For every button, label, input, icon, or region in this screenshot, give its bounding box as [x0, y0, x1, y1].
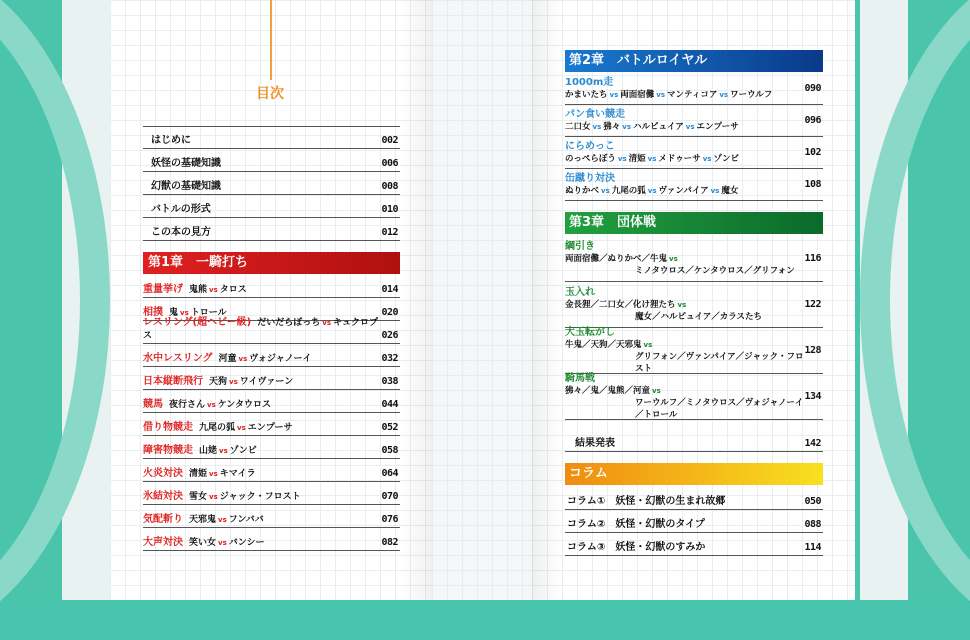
team-b: 魔女／ハルピュイア／カラスたち [635, 312, 762, 322]
toc-entry-page: 108 [804, 179, 821, 190]
competitor: 狒々 [603, 122, 621, 132]
toc-entry-page: 032 [381, 353, 398, 364]
event-name: 玉入れ [565, 287, 595, 298]
vs-label: vs [710, 187, 720, 195]
competitors [565, 185, 738, 197]
vs-label: vs [652, 387, 661, 395]
toc-entry[interactable] [143, 149, 400, 172]
competitor: 笑い女 [189, 538, 217, 548]
competitor: ヴォジャノーイ [249, 354, 312, 364]
team-a [565, 339, 804, 351]
vs-label: vs [669, 255, 678, 263]
toc-entry[interactable] [565, 374, 823, 420]
vs-label: vs [218, 516, 227, 524]
competitor: ワイヴァーン [239, 377, 294, 387]
vs-label: vs [180, 309, 189, 317]
toc-entry-label [143, 280, 247, 295]
toc-entry[interactable] [143, 413, 400, 436]
event-name: 騎馬戦 [565, 373, 595, 384]
vs-label: vs [617, 155, 627, 163]
toc-entry[interactable] [565, 510, 823, 533]
team-a-names: 牛鬼／天狗／天邪鬼 [565, 340, 642, 350]
results-page: 142 [804, 438, 821, 449]
chapter2-list [565, 73, 823, 201]
toc-entry-text [565, 76, 772, 101]
event-name: 缶蹴り対決 [565, 173, 615, 184]
column-header: コラム [565, 463, 823, 485]
toc-entry-page: 044 [381, 399, 398, 410]
vs-label: vs [218, 539, 227, 547]
competitor: 魔女 [721, 186, 739, 196]
competitor: 両面宿儺 [620, 90, 655, 100]
vs-label: vs [219, 447, 228, 455]
toc-entry-page: 012 [381, 227, 398, 238]
competitor: メドゥーサ [658, 154, 701, 164]
toc-entry-text [565, 372, 804, 421]
competitor: 九尾の狐 [611, 186, 646, 196]
competitor: ジャック・フロスト [219, 492, 301, 502]
toc-entry-text [565, 108, 739, 133]
toc-entry[interactable] [565, 73, 823, 105]
toc-entry-page: 070 [381, 491, 398, 502]
results-label: 結果発表 [575, 438, 615, 449]
toc-entry-text [565, 172, 738, 197]
event-name: にらめっこ [565, 141, 615, 152]
vs-label: vs [647, 187, 657, 195]
vs-label: vs [592, 123, 602, 131]
team-a-names: 狒々／鬼／鬼熊／河童 [565, 386, 651, 396]
competitor: 清姫 [189, 469, 208, 479]
competitor: キュクロプス [143, 318, 379, 341]
toc-entry[interactable] [565, 282, 823, 328]
toc-entry[interactable] [565, 236, 823, 282]
event-name: 1000m走 [565, 77, 614, 88]
toc-entry[interactable] [143, 218, 400, 241]
chapter1-header: 第1章 一騎打ち [143, 252, 400, 274]
toc-entry[interactable] [565, 328, 823, 374]
toc-entry-page: 002 [381, 135, 398, 146]
toc-entry[interactable] [143, 459, 400, 482]
event-name: 綱引き [565, 241, 595, 252]
toc-entry-page: 014 [381, 284, 398, 295]
competitors [565, 89, 772, 101]
toc-entry-label [143, 487, 301, 502]
vs-label: vs [702, 155, 712, 163]
vs-label: vs [622, 123, 631, 131]
competitor: マンティコア [667, 90, 718, 100]
team-a [565, 385, 804, 397]
toc-entry-label [143, 395, 271, 410]
competitor: フンババ [228, 515, 264, 525]
toc-entry[interactable] [143, 367, 400, 390]
title-line [270, 0, 272, 80]
chapter3-list [565, 236, 823, 420]
toc-entry-label: コラム① 妖怪・幻獣の生まれ故郷 [567, 496, 726, 507]
event-name: パン食い競走 [565, 109, 625, 120]
event-name: 借り物競走 [143, 422, 193, 433]
toc-entry-label [143, 418, 292, 433]
event-name: 大玉転がし [565, 327, 615, 338]
toc-entry-page: 064 [381, 468, 398, 479]
competitor: キマイラ [219, 469, 256, 479]
intro-list [143, 126, 400, 241]
competitor: かまいたち [565, 90, 608, 100]
toc-entry-label: コラム② 妖怪・幻獣のタイプ [567, 519, 705, 530]
toc-entry-page: 058 [381, 445, 398, 456]
vs-label: vs [601, 187, 610, 195]
competitor: 天狗 [209, 377, 228, 387]
toc-entry[interactable] [143, 126, 400, 149]
toc-entry-page: 122 [804, 299, 821, 310]
toc-entry-page: 128 [804, 345, 821, 356]
event-name: 氷結対決 [143, 491, 183, 502]
vs-label: vs [209, 493, 218, 501]
competitor: ぬりかべ [565, 186, 600, 196]
toc-entry-page: 010 [381, 204, 398, 215]
toc-entry[interactable] [143, 344, 400, 367]
vs-label: vs [643, 341, 653, 349]
toc-entry-label: バトルの形式 [151, 204, 211, 215]
toc-entry-label: この本の見方 [151, 227, 211, 238]
competitor: 鬼 [169, 308, 179, 318]
toc-entry-text [565, 286, 762, 323]
toc-entry-page: 096 [804, 115, 821, 126]
competitors [565, 121, 739, 133]
team-a [565, 299, 762, 311]
toc-entry-page: 052 [381, 422, 398, 433]
column-list [565, 487, 823, 556]
competitor: ハルピュイア [633, 122, 684, 132]
gutter-shadow-right [532, 0, 562, 600]
vs-label: vs [209, 470, 218, 478]
team-b: グリフォン／ヴァンパイア／ジャック・フロスト [635, 352, 804, 374]
toc-entry[interactable] [565, 487, 823, 510]
results-entry[interactable] [565, 429, 823, 452]
vs-label: vs [238, 355, 248, 363]
vs-label: vs [719, 91, 729, 99]
event-name: 気配斬り [143, 514, 183, 525]
vs-label: vs [685, 123, 695, 131]
toc-entry[interactable] [143, 275, 400, 298]
toc-entry[interactable] [143, 528, 400, 551]
toc-entry-label: コラム③ 妖怪・幻獣のすみか [567, 542, 706, 553]
team-b: ワーウルフ／ミノタウロス／ヴォジャノーイ／トロール [635, 398, 804, 420]
chapter3-header: 第3章 団体戦 [565, 212, 823, 234]
competitor: 二口女 [565, 122, 591, 132]
toc-entry[interactable] [565, 169, 823, 201]
competitor: のっぺらぼう [565, 154, 616, 164]
vs-label: vs [322, 319, 331, 327]
event-name: 相撲 [143, 307, 163, 318]
toc-entry-page: 076 [381, 514, 398, 525]
toc-title: 目次 [256, 86, 284, 102]
toc-entry[interactable] [143, 172, 400, 195]
competitor: バンシー [228, 538, 265, 548]
toc-entry-page: 006 [381, 158, 398, 169]
toc-entry[interactable] [565, 137, 823, 169]
team-a [565, 253, 795, 265]
competitor: 河童 [218, 354, 237, 364]
competitor: トロール [190, 308, 227, 318]
toc-entry-label [143, 533, 265, 548]
vs-label: vs [229, 378, 238, 386]
toc-entry-label [143, 510, 264, 525]
competitor: 清姫 [628, 154, 646, 164]
toc-entry-page: 038 [381, 376, 398, 387]
toc-entry-page: 020 [381, 307, 398, 318]
toc-entry-text [565, 240, 795, 277]
competitor: ゾンビ [713, 154, 739, 164]
competitor: ヴァンパイア [658, 186, 709, 196]
toc-entry-page: 134 [804, 391, 821, 402]
event-name: 競馬 [143, 399, 163, 410]
toc-entry-label [143, 464, 256, 479]
toc-entry-label: 幻獣の基礎知識 [151, 181, 221, 192]
competitor: ゾンビ [229, 446, 257, 456]
competitor: だいだらぼっち [257, 318, 321, 328]
team-b: ミノタウロス／ケンタウロス／グリフォン [635, 266, 795, 276]
book-gutter [432, 0, 532, 600]
toc-entry-label [143, 349, 311, 364]
toc-entry-label: はじめに [151, 135, 191, 146]
toc-entry[interactable] [143, 482, 400, 505]
competitor: 山姥 [199, 446, 218, 456]
event-name: 障害物競走 [143, 445, 193, 456]
event-name: レスリング(超ヘビー級) [143, 317, 252, 328]
toc-entry[interactable] [143, 317, 400, 344]
vs-label: vs [209, 286, 218, 294]
competitor: ケンタウロス [217, 400, 271, 410]
event-name: 大声対決 [143, 537, 183, 548]
vs-label: vs [609, 91, 619, 99]
toc-entry-page: 008 [381, 181, 398, 192]
competitor: 九尾の狐 [199, 423, 236, 433]
competitor: 雪女 [189, 492, 208, 502]
competitor: 鬼熊 [189, 285, 208, 295]
toc-entry-label [143, 372, 293, 387]
toc-entry-page: 050 [804, 496, 821, 507]
vs-label: vs [207, 401, 216, 409]
toc-entry-text [565, 140, 739, 165]
toc-entry[interactable] [143, 195, 400, 218]
toc-entry[interactable] [143, 436, 400, 459]
toc-entry-label [143, 441, 257, 456]
gutter-shadow-left [402, 0, 432, 600]
event-name: 重量挙げ [143, 284, 183, 295]
toc-entry-page: 088 [804, 519, 821, 530]
event-name: 火炎対決 [143, 468, 183, 479]
competitor: 夜行さん [169, 400, 206, 410]
team-a-names: 両面宿儺／ぬりかべ／牛鬼 [565, 254, 668, 264]
toc-entry-page: 026 [381, 330, 398, 341]
toc-entry-page: 090 [804, 83, 821, 94]
competitor: ワーウルフ [730, 90, 773, 100]
toc-entry-page: 082 [381, 537, 398, 548]
competitor: タロス [219, 285, 247, 295]
competitor: 天邪鬼 [189, 515, 217, 525]
competitors [565, 153, 739, 165]
event-name: 水中レスリング [143, 353, 213, 364]
toc-entry[interactable] [143, 390, 400, 413]
competitor: エンプーサ [696, 122, 739, 132]
toc-entry-page: 116 [804, 253, 821, 264]
team-a-names: 金長狸／二口女／化け狸たち [565, 300, 676, 310]
toc-entry-page: 102 [804, 147, 821, 158]
competitor: エンプーサ [247, 423, 293, 433]
vs-label: vs [237, 424, 246, 432]
chapter1-list [143, 275, 400, 551]
event-name: 日本縦断飛行 [143, 376, 203, 387]
toc-entry-page: 114 [804, 542, 821, 553]
toc-entry-text [565, 326, 804, 375]
vs-label: vs [656, 91, 665, 99]
vs-label: vs [647, 155, 657, 163]
toc-entry[interactable] [143, 505, 400, 528]
toc-entry[interactable] [565, 533, 823, 556]
toc-entry-label: 妖怪の基礎知識 [151, 158, 221, 169]
toc-entry[interactable] [565, 105, 823, 137]
vs-label: vs [677, 301, 687, 309]
toc-entry-label [143, 313, 381, 341]
chapter2-header: 第2章 バトルロイヤル [565, 50, 823, 72]
